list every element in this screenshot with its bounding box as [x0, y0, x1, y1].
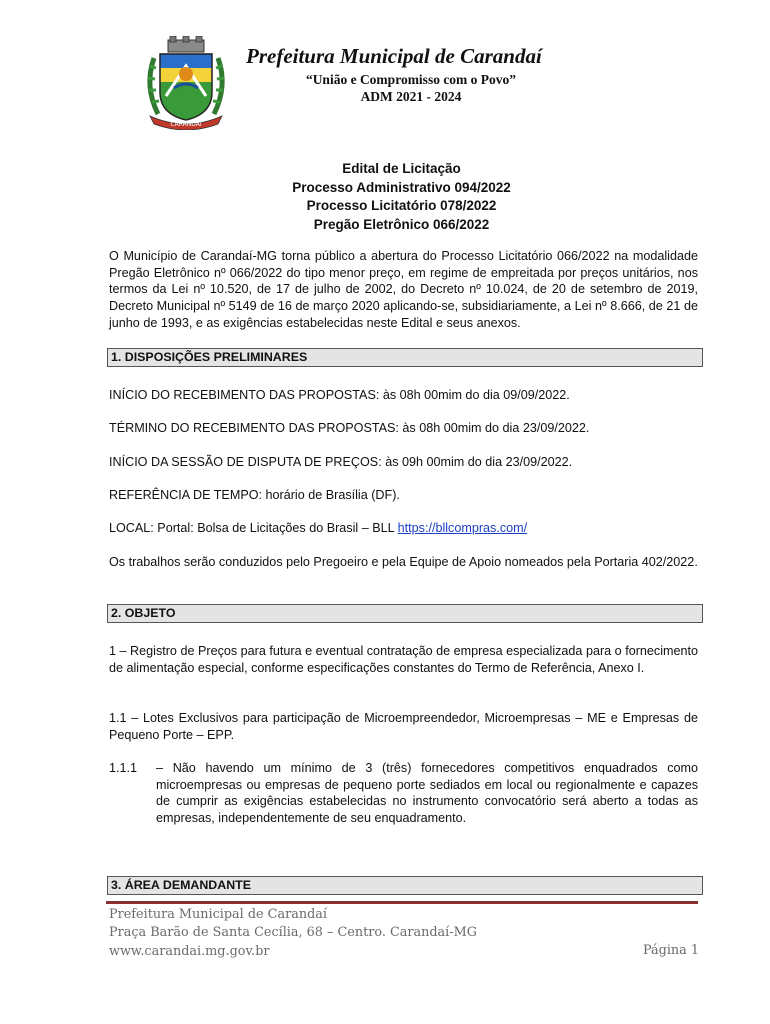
title-processo-administrativo: Processo Administrativo 094/2022: [292, 179, 511, 195]
section-2-heading: 2. OBJETO: [107, 604, 703, 623]
inicio-recebimento: INÍCIO DO RECEBIMENTO DAS PROPOSTAS: às 08h 00mim do dia 09/09/2022.: [109, 388, 570, 402]
objeto-item-1: 1 – Registro de Preços para futura e eventual contratação de empresa especializada para o fornecimento de alimentação especial, conforme especificações constantes do Termo de Referência, Anexo I.: [109, 644, 698, 675]
title-edital: Edital de Licitação: [342, 161, 461, 176]
objeto-item-1-1: 1.1 – Lotes Exclusivos para participação de Microempreendedor, Microempresas – ME e Empresas de Pequeno Porte – EPP.: [109, 711, 698, 742]
intro-paragraph: O Município de Carandaí-MG torna público a abertura do Processo Licitatório 066/2022 na modalidade Pregão Eletrônico nº 066/2022 do tipo menor preço, em regime de empreitada por preços unitários, nos termos da Lei nº 10.520, de 17 de julho de 2002, do Decreto nº 10.024, de 20 de setembro de 2019, Decreto Municipal nº 5149 de 16 de março 2020 aplicando-se, subsidiariamente, a Lei nº 8.666, de 21 de junho de 1993, e as exigências estabelecidas neste Edital e seus anexos.: [109, 249, 698, 330]
inicio-sessao: INÍCIO DA SESSÃO DE DISPUTA DE PREÇOS: às 09h 00mim do dia 23/09/2022.: [109, 455, 573, 469]
footer-address: Praça Barão de Santa Cecília, 68 – Centro. Carandaí-MG: [109, 925, 477, 941]
header-motto: “União e Compromisso com o Povo”: [305, 72, 517, 87]
page-footer: [109, 906, 699, 961]
section-3-heading: 3. ÁREA DEMANDANTE: [107, 876, 703, 895]
page-number: Página 1: [642, 943, 699, 958]
header-title: Prefeitura Municipal de Carandaí: [246, 44, 542, 68]
local-line: [109, 520, 698, 537]
objeto-item-1-1-1-text: – Não havendo um mínimo de 3 (três) fornecedores competitivos enquadrados como microempresas ou empresas de pequeno porte sediados em local ou regionalmente e capazes de cumprir as exigências estabelecidas no instrumento convocatório será aberto a todas as empresas, independentemente de seu enquadramento.: [156, 761, 698, 826]
title-pregao-eletronico: Pregão Eletrônico 066/2022: [313, 216, 490, 232]
header-administration: ADM 2021 - 2024: [360, 89, 462, 104]
footer-divider: [106, 901, 698, 904]
coat-ribbon-text: CARANDAÍ: [170, 121, 202, 128]
section-1-heading: 1. DISPOSIÇÕES PRELIMINARES: [107, 348, 703, 367]
objeto-item-1-1-1-number: 1.1.1: [109, 761, 138, 775]
letterhead: [0, 30, 770, 130]
termino-recebimento: TÉRMINO DO RECEBIMENTO DAS PROPOSTAS: às 08h 00mim do dia 23/09/2022.: [109, 421, 590, 435]
trabalhos-paragraph: Os trabalhos serão conduzidos pelo Pregoeiro e pela Equipe de Apoio nomeados pela Portaria 402/2022.: [109, 555, 698, 569]
referencia-tempo: REFERÊNCIA DE TEMPO: horário de Brasília (DF).: [109, 488, 400, 502]
footer-org-name: Prefeitura Municipal de Carandaí: [109, 907, 327, 922]
footer-website: www.carandai.mg.gov.br: [109, 943, 270, 959]
bll-link[interactable]: https://bllcompras.com/: [397, 521, 528, 535]
local-label: LOCAL: Portal: Bolsa de Licitações do Brasil – BLL: [109, 521, 398, 535]
document-titles: [0, 160, 770, 234]
title-processo-licitatorio: Processo Licitatório 078/2022: [306, 198, 497, 213]
coat-of-arms-icon: [140, 36, 232, 130]
